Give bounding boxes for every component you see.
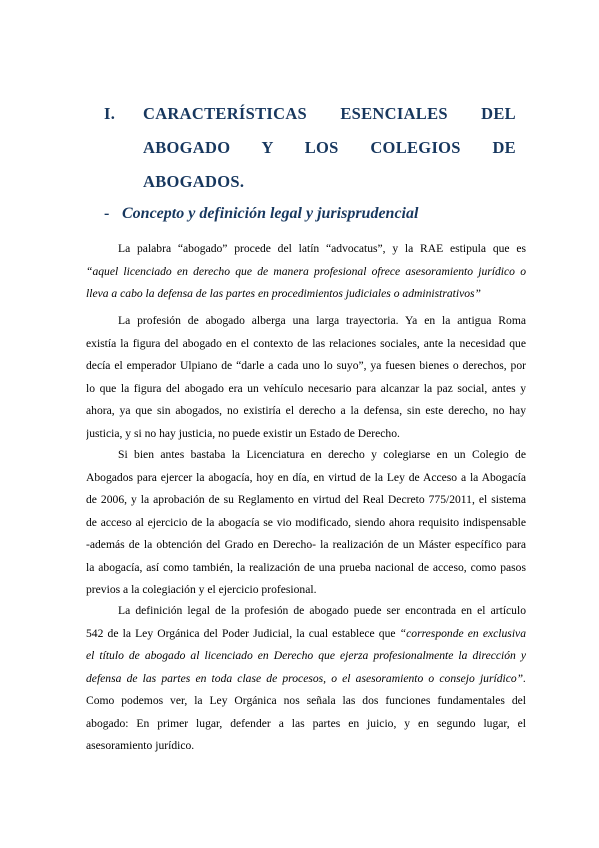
paragraph-line: de 2006, y la aprobación de su Reglamento en virtud del Real Decreto 775/2011, el sistema <box>86 493 526 506</box>
paragraph-line: abogado: En primer lugar, defender a las partes en juicio, y en segundo lugar, el <box>86 716 526 730</box>
section-number: I. <box>104 104 116 123</box>
paragraph-line <box>86 623 526 646</box>
paragraph-line: justicia, y si no hay justicia, no puede existir un Estado de Derecho. <box>86 426 400 440</box>
subsection-heading <box>104 205 418 223</box>
subsection-title: Concepto y definición legal y jurisprudencial <box>122 205 419 222</box>
quoted-text: “corresponde en exclusiva <box>399 626 526 640</box>
paragraph-line: de acceso al ejercicio de la abogacía se vio modificado, siendo ahora requisito indispensable <box>86 515 526 529</box>
paragraph-line: lo que la figura del abogado era un vehículo necesario para alcanzar la paz social, antes y <box>86 381 526 395</box>
paragraph-line: lleva a cabo la defensa de las partes en procedimientos judiciales o administrativos” <box>86 287 481 300</box>
paragraph-line: el título de abogado al licenciado en Derecho que ejerza profesionalmente la dirección y <box>86 649 526 662</box>
paragraph-line: defensa de las partes en toda clase de procesos, o el asesoramiento o consejo jurídico”. <box>86 671 526 685</box>
paragraph-line: Abogados para ejercer la abogacía, hoy en día, en virtud de la Ley de Acceso a la Abogacía <box>86 470 526 484</box>
section-heading-line: ABOGADOS. <box>143 172 245 191</box>
paragraph-line: previos a la colegiación y el ejercicio profesional. <box>86 583 317 596</box>
paragraph-line: “aquel licenciado en derecho que de manera profesional ofrece asesoramiento jurídico o <box>86 264 526 278</box>
subsection-bullet: - <box>104 205 110 222</box>
paragraph-1 <box>86 238 526 306</box>
paragraph-line: La palabra “abogado” procede del latín “advocatus”, y la RAE estipula que es <box>118 242 526 255</box>
paragraph-line: La definición legal de la profesión de abogado puede ser encontrada en el artículo <box>118 604 526 617</box>
paragraph-line: -además de la obtención del Grado en Derecho- la realización de un Máster específico para <box>86 538 526 551</box>
paragraph-line: la abogacía, así como también, la realización de una prueba nacional de acceso, como pasos <box>86 560 526 574</box>
paragraph-line: Si bien antes bastaba la Licenciatura en derecho y colegiarse en un Colegio de <box>118 448 526 461</box>
paragraph-3 <box>86 444 526 602</box>
paragraph-2 <box>86 310 526 445</box>
paragraph-line: existía la figura del abogado en el contexto de las relaciones sociales, ante la necesidad que <box>86 336 526 350</box>
paragraph-line: Como podemos ver, la Ley Orgánica nos señala las dos funciones fundamentales del <box>86 694 526 707</box>
paragraph-4 <box>86 600 526 758</box>
section-heading-line: ABOGADO Y LOS COLEGIOS DE <box>143 138 516 157</box>
paragraph-line: La profesión de abogado alberga una larga trayectoria. Ya en la antigua Roma <box>118 314 526 327</box>
paragraph-line: decía el emperador Ulpiano de “darle a cada uno lo suyo”, ya fuesen bienes o derechos, por <box>86 359 526 372</box>
paragraph-line: ahora, ya que sin abogados, no existiría el derecho a la defensa, sin este derecho, no hay <box>86 404 526 417</box>
paragraph-line-part: 542 de la Ley Orgánica del Poder Judicial, la cual establece que <box>86 626 400 640</box>
paragraph-line: asesoramiento jurídico. <box>86 739 195 752</box>
section-heading-line: CARACTERÍSTICAS ESENCIALES DEL <box>143 104 516 123</box>
